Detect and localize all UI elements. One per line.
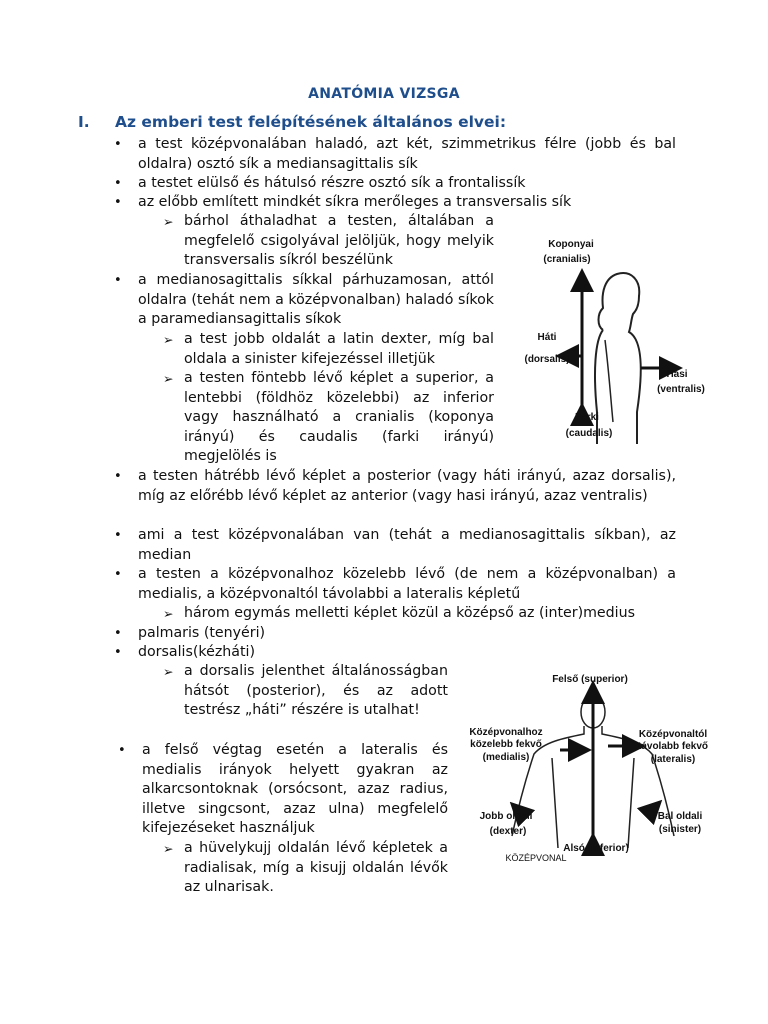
bullet-symbol: • bbox=[114, 195, 122, 210]
label-sinister-sub: (sinister) bbox=[658, 824, 702, 835]
body-silhouette bbox=[595, 273, 641, 444]
arm-silhouette bbox=[605, 340, 613, 422]
label-ventralis-sub: (ventralis) bbox=[657, 384, 705, 395]
list-item: a hüvelykujj oldalán lévő képletek a radialisak, míg a kisujj oldalán lévők az ulnarisak. bbox=[184, 840, 448, 896]
label-lateralis-sub: (lateralis) bbox=[650, 754, 696, 765]
label-dexter: Jobb oldali bbox=[479, 811, 533, 822]
bullet-symbol: • bbox=[114, 137, 122, 152]
arrow-bullet: ➢ bbox=[163, 332, 174, 347]
list-item: ami a test középvonalában van (tehát a medianosagittalis síkban), az median bbox=[138, 527, 676, 563]
label-cranialis: Koponyai bbox=[548, 239, 594, 250]
list-item: a dorsalis jelenthet általánosságban hátsót (posterior), és az adott testrész „háti” részére is utalhat! bbox=[184, 663, 448, 719]
label-caudalis: Farki bbox=[575, 412, 599, 423]
label-medialis-1: Középvonalhoz bbox=[469, 727, 543, 738]
label-inferior: Alsó (inferior) bbox=[563, 843, 629, 854]
label-dexter-sub: (dexter) bbox=[489, 826, 527, 837]
bullet-symbol: • bbox=[114, 176, 122, 191]
bullet-symbol: • bbox=[118, 743, 126, 758]
label-lateralis-1: Középvonaltól bbox=[638, 729, 708, 740]
bullet-symbol: • bbox=[114, 626, 122, 641]
page-title: ANATÓMIA VIZSGA bbox=[308, 86, 460, 102]
label-medialis-2: közelebb fekvő bbox=[470, 739, 542, 750]
bullet-symbol: • bbox=[114, 567, 122, 582]
arrow-bullet: ➢ bbox=[163, 371, 174, 386]
list-item: a testen föntebb lévő képlet a superior, a lentebbi (földhöz közelebbi) az inferior vagy használható a cranialis (koponya irányú) és caudalis (farki irányú) megjelölés is bbox=[184, 370, 494, 465]
label-ventralis: Hasi bbox=[666, 369, 688, 380]
section-heading bbox=[78, 113, 506, 131]
list-item: három egymás melletti képlet közül a középső az (inter)medius bbox=[184, 605, 635, 621]
label-dorsalis: Háti bbox=[537, 332, 557, 343]
label-lateralis-2: távolabb fekvő bbox=[637, 741, 709, 752]
list-item: az előbb említett mindkét síkra merőleges a transversalis sík bbox=[138, 194, 572, 210]
list-item: dorsalis(kézháti) bbox=[138, 644, 256, 660]
list-item: bárhol áthaladhat a testen, általában a megfelelő csigolyával jelöljük, hogy melyik transversalis síkról beszélünk bbox=[184, 213, 494, 269]
label-midline: KÖZÉPVONAL bbox=[505, 853, 567, 863]
arrow-bullet: ➢ bbox=[163, 214, 174, 229]
arrow-bullet: ➢ bbox=[163, 664, 174, 679]
bullet-symbol: • bbox=[114, 469, 122, 484]
list-item: a test középvonalában haladó, azt két, szimmetrikus félre (jobb és bal oldalra) osztó sík a mediansagittalis sík bbox=[138, 136, 676, 172]
bullet-symbol: • bbox=[114, 528, 122, 543]
list-item: a testet elülső és hátulsó részre osztó sík a frontalissík bbox=[138, 175, 526, 191]
list-item: a testen a középvonalhoz közelebb lévő (de nem a középvonalban) a medialis, a középvonaltól távolabbi a lateralis képletű bbox=[138, 566, 676, 602]
list-item: a medianosagittalis síkkal párhuzamosan, attól oldalra (tehát nem a középvonalban) haladó síkok a paramediansagittalis síkok bbox=[138, 272, 494, 328]
arrow-bullet: ➢ bbox=[163, 841, 174, 856]
label-sinister: Bal oldali bbox=[657, 811, 703, 822]
bullet-symbol: • bbox=[114, 273, 122, 288]
label-superior: Felső (superior) bbox=[552, 674, 628, 685]
list-item: palmaris (tenyéri) bbox=[138, 625, 266, 641]
list-item: a felső végtag esetén a lateralis és medialis irányok helyett gyakran az alkarcsontoknak (orsócsont, azaz radius, illetve singcsont, azaz ulna) megfelelő kifejezéseket használjuk bbox=[142, 742, 448, 837]
label-cranialis-sub: (cranialis) bbox=[543, 254, 591, 265]
list-item: a testen hátrébb lévő képlet a posterior (vagy háti irányú, azaz dorsalis), míg az előrébb lévő képlet az anterior (vagy hasi irányú, azaz ventralis) bbox=[138, 468, 676, 504]
arrow-bullet: ➢ bbox=[163, 606, 174, 621]
label-caudalis-sub: (caudalis) bbox=[565, 428, 613, 439]
list-item: a test jobb oldalát a latin dexter, míg bal oldala a sinister kifejezéssel illetjük bbox=[184, 331, 494, 367]
label-medialis-sub: (medialis) bbox=[482, 752, 530, 763]
front-view-figure bbox=[468, 668, 718, 868]
section-title: Az emberi test felépítésének általános elvei: bbox=[115, 113, 507, 131]
sinister-arrow bbox=[646, 804, 658, 816]
label-dorsalis-sub: (dorsalis) bbox=[524, 354, 570, 365]
section-number: I. bbox=[78, 113, 90, 131]
side-view-figure bbox=[505, 222, 720, 444]
bullet-symbol: • bbox=[114, 645, 122, 660]
